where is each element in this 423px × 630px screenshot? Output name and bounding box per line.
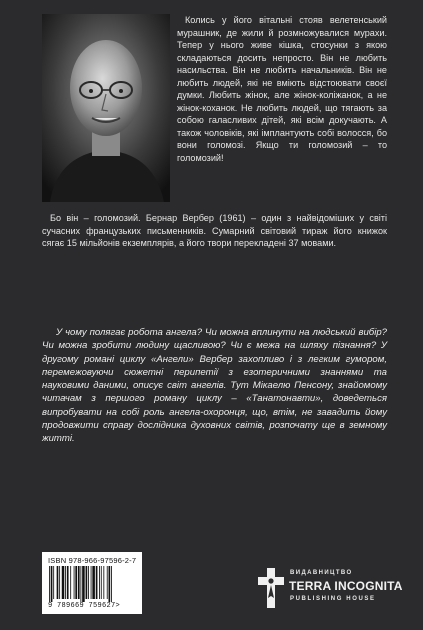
isbn-barcode <box>42 552 142 614</box>
author-bio-main: Бо він – голомозий. Бернар Вербер (1961) – один з найвідоміших у світі сучасних французьких письменників. Сумарний світовий тираж його книжок сягає 15 мільйонів екземплярів, а його твори перекладені 37 мовами. <box>42 213 387 248</box>
barcode-digits <box>48 602 136 610</box>
isbn-label: ISBN 978-966-97596-2-7 <box>48 556 137 565</box>
barcode-digits-trailing: > <box>115 602 121 610</box>
publisher-name: TERRA INCOGNITA <box>289 579 403 593</box>
book-blurb: У чому полягає робота ангела? Чи можна вплинути на людський вибір? Чи можна зробити людину щасливою? Чи є межа на шляху пізнання? У другому романі циклу «Ангели» Вербер захопливо і з легким гумором, перемежовуючи сюжетні перипетії з езотеричними знаннями та науковими даними, описує світ ангелів. Тут Мікаелю Пенсону, знайомому читачам з першого роману циклу – «Танатонавти», доведеться випробувати на собі роль ангела-охоронця, що, втім, не завадить йому продовжити справу дослідника духовних світів, розпочату ще в земному житті. <box>42 327 387 445</box>
cross-figure-logo-icon <box>258 568 284 608</box>
barcode-digits-value: 9 789669 759627 <box>48 602 116 610</box>
publisher-bottom-label: PUBLISHING HOUSE <box>290 596 376 602</box>
publisher-logo <box>258 568 403 608</box>
author-photo <box>42 14 170 202</box>
author-portrait-photo <box>42 14 170 202</box>
barcode-bars-icon <box>48 566 136 602</box>
publisher-top-label: ВИДАВНИЦТВО <box>290 570 353 576</box>
author-bio-side: Колись у його вітальні стояв велетенський мурашник, де жили й розмножувалися мурахи. Тепер у нього живе кішка, стосунки з якою складаються досить непросто. Він не любить насильства. Він не любить начальників. Він не любить людей, які не вміють відстоювати своєї думки. Любить жінок, але жінок-коліжанок, а не жінок-коханок. Не любить людей, що тягають за собою галасливих дітей, які всім докучають. А також чоловіків, які імплантують собі волосся, бо вони голомозі. Якщо ти голомозий – то голомозий! <box>177 15 387 163</box>
